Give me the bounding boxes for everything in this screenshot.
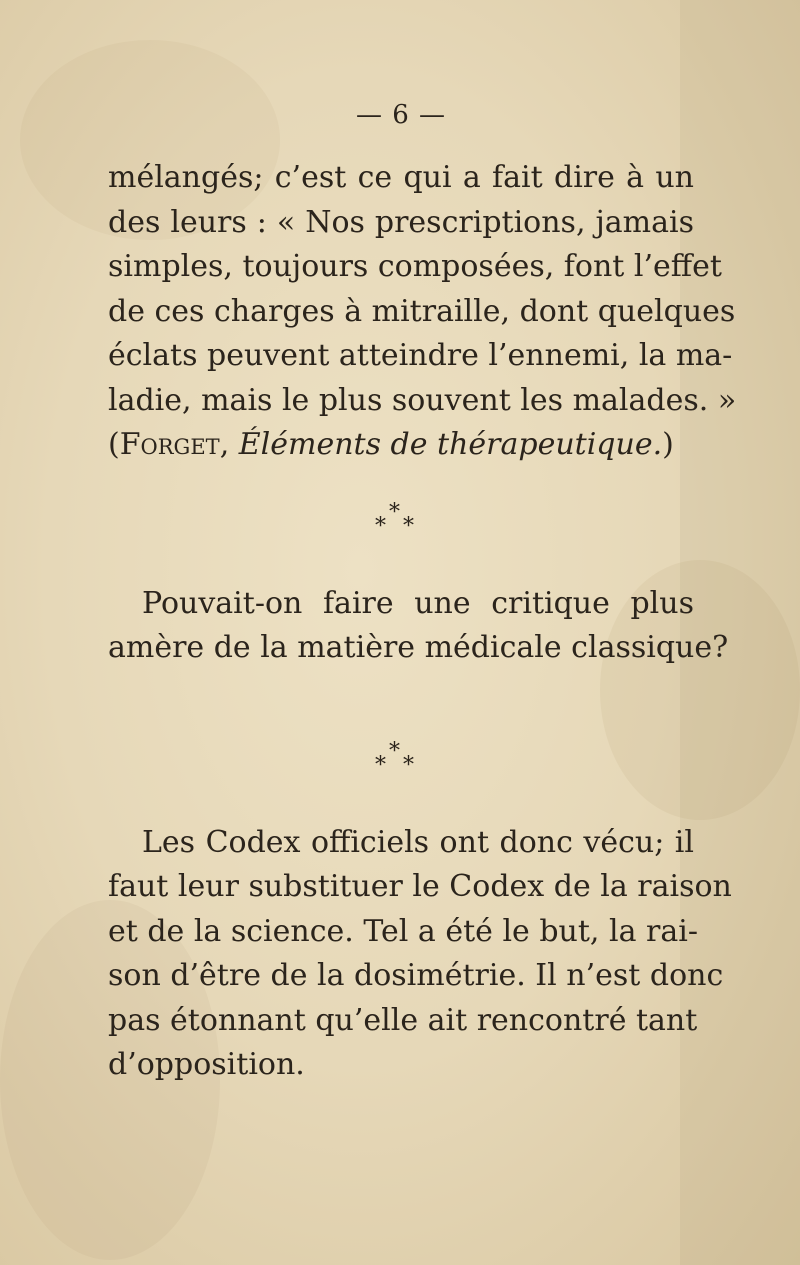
citation-author: Forget <box>119 427 220 462</box>
asterisk-mark: * <box>403 513 414 539</box>
paragraph-1 <box>108 156 737 468</box>
asterism-separator <box>367 738 427 781</box>
page-number: — 6 — <box>355 100 447 130</box>
citation-close: ) <box>662 427 674 462</box>
asterism-separator <box>367 499 427 542</box>
citation-line <box>108 423 694 468</box>
paragraph-2 <box>108 582 729 671</box>
text-line: pas étonnant qu’elle ait rencontré tant <box>108 1002 698 1038</box>
text-line: faut leur substituer le Codex de la raison <box>108 869 732 904</box>
text-line: son d’être de la dosimétrie. Il n’est donc <box>108 958 724 993</box>
text-line: d’opposition. <box>108 1047 305 1082</box>
text-line: simples, toujours composées, font l’effet <box>108 249 722 284</box>
text-line: Les Codex officiels ont donc vécu; il <box>142 824 694 860</box>
text-line: et de la science. Tel a été le but, la rai- <box>108 913 698 949</box>
text-line: mélangés; c’est ce qui a fait dire à un <box>108 160 694 195</box>
citation-title: Éléments de thérapeutique. <box>238 427 663 462</box>
book-page <box>108 100 737 1088</box>
text-line: éclats peuvent atteindre l’ennemi, la ma- <box>108 338 733 373</box>
text-line: de ces charges à mitraille, dont quelques <box>108 293 736 329</box>
text-line: ladie, mais le plus souvent les malades. » <box>108 382 737 418</box>
asterisk-mark: * <box>403 752 414 778</box>
asterisk-mark: * <box>375 513 386 539</box>
citation-separator: , <box>219 427 239 462</box>
paragraph-3 <box>108 821 732 1088</box>
asterisk-mark: * <box>375 752 386 778</box>
asterisk-mark: * <box>389 499 400 525</box>
text-line: amère de la matière médicale classique? <box>108 630 729 665</box>
asterisk-mark: * <box>389 738 400 764</box>
text-line: Pouvait-on faire une critique plus <box>142 585 694 621</box>
text-line: des leurs : « Nos prescriptions, jamais <box>108 204 694 240</box>
citation-open: ( <box>108 427 120 462</box>
